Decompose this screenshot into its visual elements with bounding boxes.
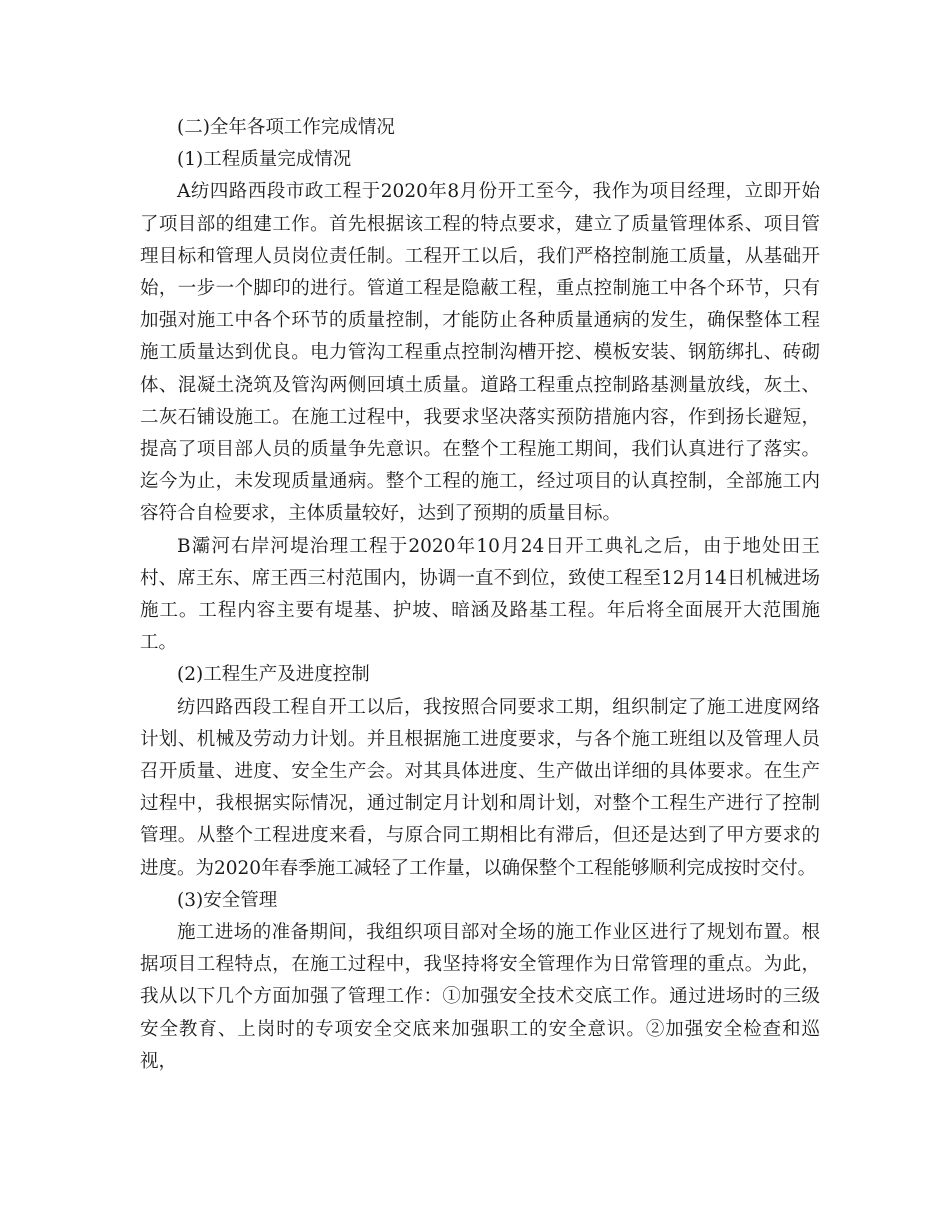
section-heading: (二)全年各项工作完成情况: [177, 117, 395, 138]
paragraph-quality-a: A纺四路西段市政工程于2020年8月份开工至今，我作为项目经理，立即开始了项目部的组建工作。首先根据该工程的特点要求，建立了质量管理体系、项目管理目标和管理人员岗位责任制。工程开工以后，我们严格控制施工质量，从基础开始，一步一个脚印的进行。管道工程是隐蔽工程，重点控制施工中各个环节，只有加强对施工中各个环节的质量控制，才能防止各种质量通病的发生，确保整体工程施工质量达到优良。电力管沟工程重点控制沟槽开挖、模板安装、钢筋绑扎、砖砌体、混凝土浇筑及管沟两侧回填土质量。道路工程重点控制路基测量放线，灰土、二灰石铺设施工。在施工过程中，我要求坚决落实预防措施内容，作到扬长避短，提高了项目部人员的质量争先意识。在整个工程施工期间，我们认真进行了落实。迄今为止，未发现质量通病。整个工程的施工，经过项目的认真控制，全部施工内容符合自检要求，主体质量较好，达到了预期的质量目标。: [140, 181, 820, 525]
paragraph-safety: 施工进场的准备期间，我组织项目部对全场的施工作业区进行了规划布置。根据项目工程特点，在施工过程中，我坚持将安全管理作为日常管理的重点。为此，我从以下几个方面加强了管理工作：①加强安全技术交底工作。通过进场时的三级安全教育、上岗时的专项安全交底来加强职工的安全意识。②加强安全检查和巡视，: [140, 922, 820, 1072]
subheading-safety: (3)安全管理: [177, 889, 278, 911]
document-body: [140, 112, 820, 1078]
paragraph-quality-b: B灞河右岸河堤治理工程于2020年10月24日开工典礼之后，由于地处田王村、席王东、席王西三村范围内，协调一直不到位，致使工程至12月14日机械进场施工。工程内容主要有堤基、护坡、暗涵及路基工程。年后将全面展开大范围施工。: [140, 535, 820, 654]
paragraph-progress: 纺四路西段工程自开工以后，我按照合同要求工期，组织制定了施工进度网络计划、机械及劳动力计划。并且根据施工进度要求，与各个施工班组以及管理人员召开质量、进度、安全生产会。对其具体进度、生产做出详细的具体要求。在生产过程中，我根据实际情况，通过制定月计划和周计划，对整个工程生产进行了控制管理。从整个工程进度来看，与原合同工期相比有滞后，但还是达到了甲方要求的进度。为2020年春季施工减轻了工作量，以确保整个工程能够顺利完成按时交付。: [140, 696, 820, 879]
subheading-quality: (1)工程质量完成情况: [177, 149, 352, 171]
subheading-progress: (2)工程生产及进度控制: [177, 664, 370, 686]
